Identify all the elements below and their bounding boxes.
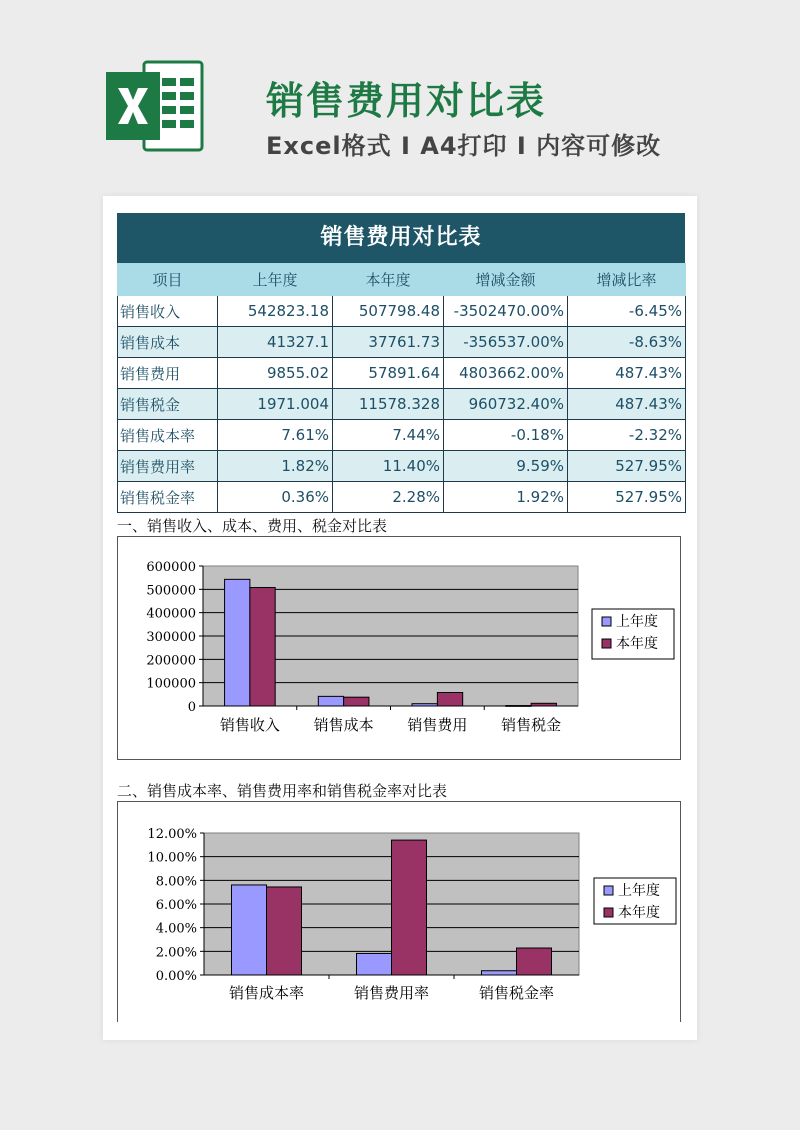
- table-cell[interactable]: 527.95%: [568, 451, 686, 482]
- table-cell[interactable]: 9.59%: [444, 451, 568, 482]
- row-label[interactable]: 销售成本率: [118, 420, 218, 451]
- y-tick-label: 4.00%: [155, 921, 197, 937]
- bar-prev-year: [225, 579, 250, 706]
- table-cell[interactable]: 9855.02: [218, 358, 333, 389]
- y-tick-label: 400000: [146, 606, 196, 622]
- y-tick-label: 100000: [146, 676, 196, 692]
- y-tick-label: 300000: [146, 630, 196, 645]
- y-tick-label: 600000: [146, 560, 196, 575]
- legend-label: 本年度: [616, 636, 658, 652]
- legend-swatch: [602, 639, 611, 648]
- row-label[interactable]: 销售税金: [118, 389, 218, 420]
- column-header: 上年度: [218, 264, 333, 296]
- excel-logo-icon: [104, 58, 204, 154]
- x-category-label: 销售费用率: [353, 984, 430, 1002]
- x-category-label: 销售税金: [501, 716, 562, 734]
- table-cell[interactable]: 1.82%: [218, 451, 333, 482]
- hero-title: 销售费用对比表: [266, 79, 547, 123]
- row-label[interactable]: 销售成本: [118, 327, 218, 358]
- x-category-label: 销售收入: [219, 716, 280, 734]
- hero-banner: [0, 0, 800, 200]
- column-header: 本年度: [333, 264, 444, 296]
- table-cell[interactable]: 37761.73: [333, 327, 444, 358]
- table-cell[interactable]: -3502470.00%: [444, 296, 568, 327]
- row-label[interactable]: 销售费用: [118, 358, 218, 389]
- table-cell[interactable]: -6.45%: [568, 296, 686, 327]
- table-cell[interactable]: -8.63%: [568, 327, 686, 358]
- table-cell[interactable]: -2.32%: [568, 420, 686, 451]
- table-cell[interactable]: -356537.00%: [444, 327, 568, 358]
- legend-label: 本年度: [618, 905, 660, 921]
- y-tick-label: 0.00%: [155, 969, 197, 984]
- table-header-row: [118, 264, 686, 296]
- y-tick-label: 200000: [146, 653, 196, 669]
- table-cell[interactable]: 1.92%: [444, 482, 568, 513]
- table-row: [118, 358, 686, 389]
- legend-swatch: [602, 617, 611, 626]
- table-cell[interactable]: 487.43%: [568, 389, 686, 420]
- x-category-label: 销售成本率: [228, 984, 305, 1002]
- bar-curr-year: [250, 588, 275, 706]
- bar-prev-year: [482, 971, 517, 975]
- row-label[interactable]: 销售费用率: [118, 451, 218, 482]
- x-category-label: 销售费用: [407, 716, 468, 734]
- bar-curr-year: [392, 840, 427, 975]
- table-row: [118, 389, 686, 420]
- chart-1-svg: [118, 537, 680, 759]
- hero-subtitle: Excel格式 I A4打印 I 内容可修改: [266, 132, 662, 160]
- bar-prev-year: [232, 885, 267, 975]
- bar-curr-year: [267, 887, 302, 975]
- table-row: [118, 451, 686, 482]
- bar-curr-year: [437, 692, 462, 706]
- bar-prev-year: [318, 696, 343, 706]
- table-row: [118, 327, 686, 358]
- column-header: 增减金额: [444, 264, 568, 296]
- table-cell[interactable]: 507798.48: [333, 296, 444, 327]
- chart-2-svg: [118, 802, 680, 1022]
- column-header: 项目: [118, 264, 218, 296]
- table-cell[interactable]: 57891.64: [333, 358, 444, 389]
- column-header: 增减比率: [568, 264, 686, 296]
- table-row: [118, 420, 686, 451]
- y-tick-label: 6.00%: [155, 898, 197, 913]
- table-row: [118, 482, 686, 513]
- y-tick-label: 10.00%: [147, 850, 197, 866]
- section-1-title: 一、销售收入、成本、费用、税金对比表: [117, 517, 388, 535]
- legend-label: 上年度: [618, 883, 660, 899]
- y-tick-label: 8.00%: [155, 874, 197, 890]
- table-cell[interactable]: 7.44%: [333, 420, 444, 451]
- table-cell[interactable]: 11578.328: [333, 389, 444, 420]
- bar-prev-year: [506, 706, 531, 707]
- row-label[interactable]: 销售收入: [118, 296, 218, 327]
- table-cell[interactable]: 527.95%: [568, 482, 686, 513]
- y-tick-label: 0: [187, 700, 196, 715]
- y-tick-label: 500000: [146, 583, 196, 599]
- legend-swatch: [604, 886, 613, 895]
- x-category-label: 销售成本: [313, 716, 374, 734]
- x-category-label: 销售税金率: [478, 984, 555, 1002]
- row-label[interactable]: 销售税金率: [118, 482, 218, 513]
- table-cell[interactable]: 2.28%: [333, 482, 444, 513]
- table-cell[interactable]: 1971.004: [218, 389, 333, 420]
- table-row: [118, 296, 686, 327]
- table-cell[interactable]: 0.36%: [218, 482, 333, 513]
- table-cell[interactable]: 41327.1: [218, 327, 333, 358]
- section-2-title: 二、销售成本率、销售费用率和销售税金率对比表: [117, 782, 448, 800]
- table-cell[interactable]: 960732.40%: [444, 389, 568, 420]
- table-cell[interactable]: 7.61%: [218, 420, 333, 451]
- table-cell[interactable]: 542823.18: [218, 296, 333, 327]
- table-cell[interactable]: 11.40%: [333, 451, 444, 482]
- table-title: 销售费用对比表: [117, 213, 685, 263]
- bar-curr-year: [344, 697, 369, 706]
- bar-prev-year: [412, 704, 437, 706]
- legend-label: 上年度: [616, 614, 658, 630]
- bar-curr-year: [531, 703, 556, 706]
- chart-2[interactable]: [117, 801, 681, 1022]
- chart-1[interactable]: [117, 536, 681, 760]
- y-tick-label: 2.00%: [155, 945, 197, 961]
- table-cell[interactable]: -0.18%: [444, 420, 568, 451]
- table-cell[interactable]: 487.43%: [568, 358, 686, 389]
- table-cell[interactable]: 4803662.00%: [444, 358, 568, 389]
- y-tick-label: 12.00%: [147, 827, 197, 842]
- spreadsheet-page: [103, 196, 697, 1040]
- comparison-table: [117, 263, 686, 513]
- bar-prev-year: [357, 953, 392, 975]
- bar-curr-year: [517, 948, 552, 975]
- legend-swatch: [604, 908, 613, 917]
